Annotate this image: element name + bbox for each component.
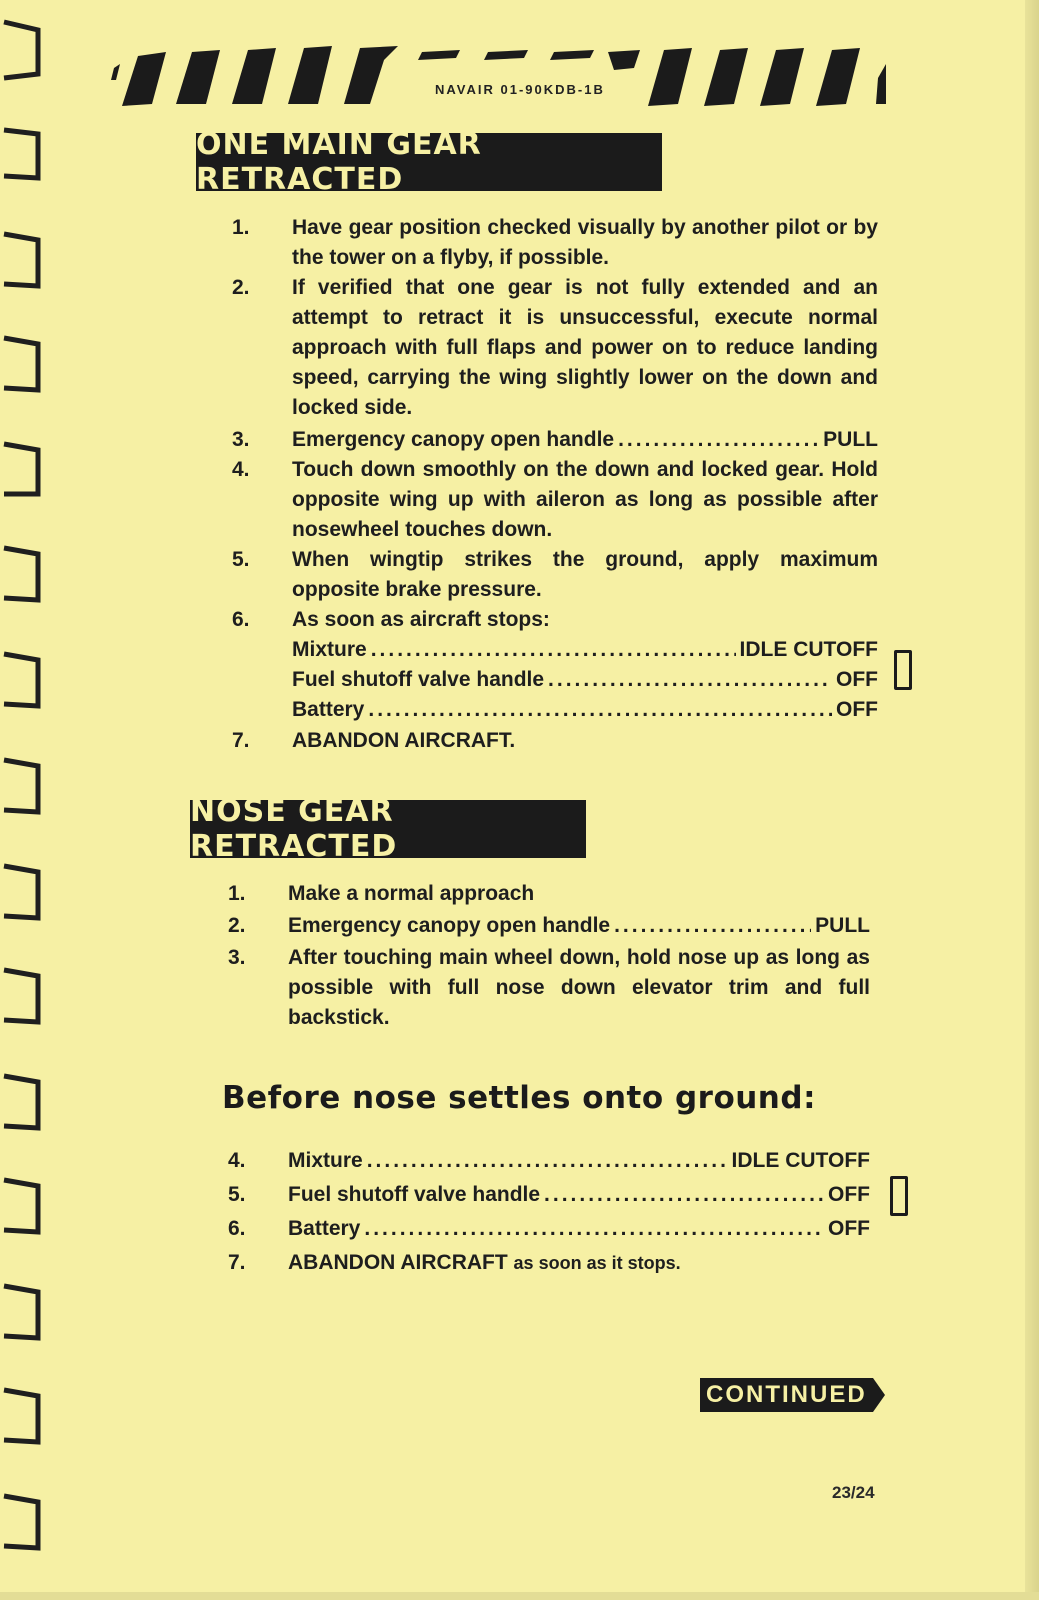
leader-dots [548, 665, 832, 695]
step-number: 4. [228, 1149, 246, 1172]
step-text: If verified that one gear is not fully extended and an attempt to retract it is unsuccessful, execute normal approach with full flaps and power on to reduce landing speed, carrying the wing slightly lower on the down and locked side. [292, 276, 878, 419]
step-label: Mixture [288, 1149, 363, 1172]
step-text: ABANDON AIRCRAFT. [292, 729, 516, 752]
step-number: 2. [232, 276, 250, 299]
leader-dots [364, 1214, 824, 1244]
step-text: When wingtip strikes the ground, apply maximum opposite brake pressure. [292, 548, 878, 601]
step-number: 6. [232, 608, 250, 631]
step-suffix: as soon as it stops. [513, 1253, 681, 1273]
step-number: 1. [232, 216, 250, 239]
step-value: IDLE CUTOFF [731, 1149, 870, 1172]
step-label: Fuel shutoff valve handle [288, 1183, 541, 1206]
page-number: 23/24 [832, 1483, 875, 1502]
step-value: OFF [828, 1183, 870, 1206]
step-value: IDLE CUTOFF [739, 638, 878, 661]
step-text: As soon as aircraft stops: [292, 608, 550, 631]
step-leader-line [292, 635, 878, 665]
continued-arrow-icon [873, 1378, 885, 1412]
leader-dots [544, 1180, 824, 1210]
step-value: OFF [836, 668, 878, 691]
step-number: 7. [232, 729, 250, 752]
step-number: 6. [228, 1217, 246, 1240]
step-number: 5. [232, 548, 250, 571]
subsection-heading: Before nose settles onto ground: [222, 1080, 816, 1116]
emergency-marker-icon [890, 1176, 908, 1216]
binder-rings [0, 0, 50, 1600]
step-number: 1. [228, 882, 246, 905]
leader-dots [367, 1146, 728, 1176]
step-text: Touch down smoothly on the down and locked gear. Hold opposite wing up with aileron as long as possible after nosewheel touches down. [292, 458, 878, 541]
continued-tag [700, 1378, 885, 1412]
step-value: OFF [828, 1217, 870, 1240]
emergency-marker-icon [894, 650, 912, 690]
step-number: 2. [228, 914, 246, 937]
page-edge [0, 1592, 1039, 1600]
step-label: Fuel shutoff valve handle [292, 668, 545, 691]
step-leader-line [292, 695, 878, 725]
step-leader-line [288, 1180, 870, 1210]
step-text: Have gear position checked visually by another pilot or by the tower on a flyby, if possible. [292, 216, 878, 269]
step-leader-line [292, 425, 878, 455]
step-label: Battery [292, 698, 365, 721]
step-label: Emergency canopy open handle [288, 914, 611, 937]
step-label: Emergency canopy open handle [292, 428, 615, 451]
header-hazard-stripes [108, 38, 908, 118]
step-leader-line [288, 1146, 870, 1176]
step-text [288, 1248, 870, 1278]
step-value: PULL [823, 428, 878, 451]
step-number: 3. [232, 428, 250, 451]
step-label: Mixture [292, 638, 367, 661]
leader-dots [371, 635, 736, 665]
step-number: 3. [228, 946, 246, 969]
step-value: OFF [836, 698, 878, 721]
step-emphasis: ABANDON AIRCRAFT [288, 1251, 508, 1274]
section-title-nose-gear: NOSE GEAR RETRACTED [190, 800, 586, 858]
leader-dots [368, 695, 832, 725]
step-value: PULL [815, 914, 870, 937]
step-number: 7. [228, 1251, 246, 1274]
document-id: NAVAIR 01-90KDB-1B [432, 82, 608, 97]
step-label: Battery [288, 1217, 361, 1240]
page-edge [1025, 0, 1039, 1600]
leader-dots [618, 425, 819, 455]
step-leader-line [288, 1214, 870, 1244]
step-leader-line [292, 665, 878, 695]
step-number: 5. [228, 1183, 246, 1206]
step-text: After touching main wheel down, hold nose up as long as possible with full nose down elevator trim and full backstick. [288, 946, 870, 1029]
leader-dots [614, 911, 811, 941]
step-number: 4. [232, 458, 250, 481]
step-leader-line [288, 911, 870, 941]
section-title-main-gear: ONE MAIN GEAR RETRACTED [196, 133, 662, 191]
continued-label: CONTINUED [700, 1378, 873, 1412]
step-text: Make a normal approach [288, 882, 535, 905]
